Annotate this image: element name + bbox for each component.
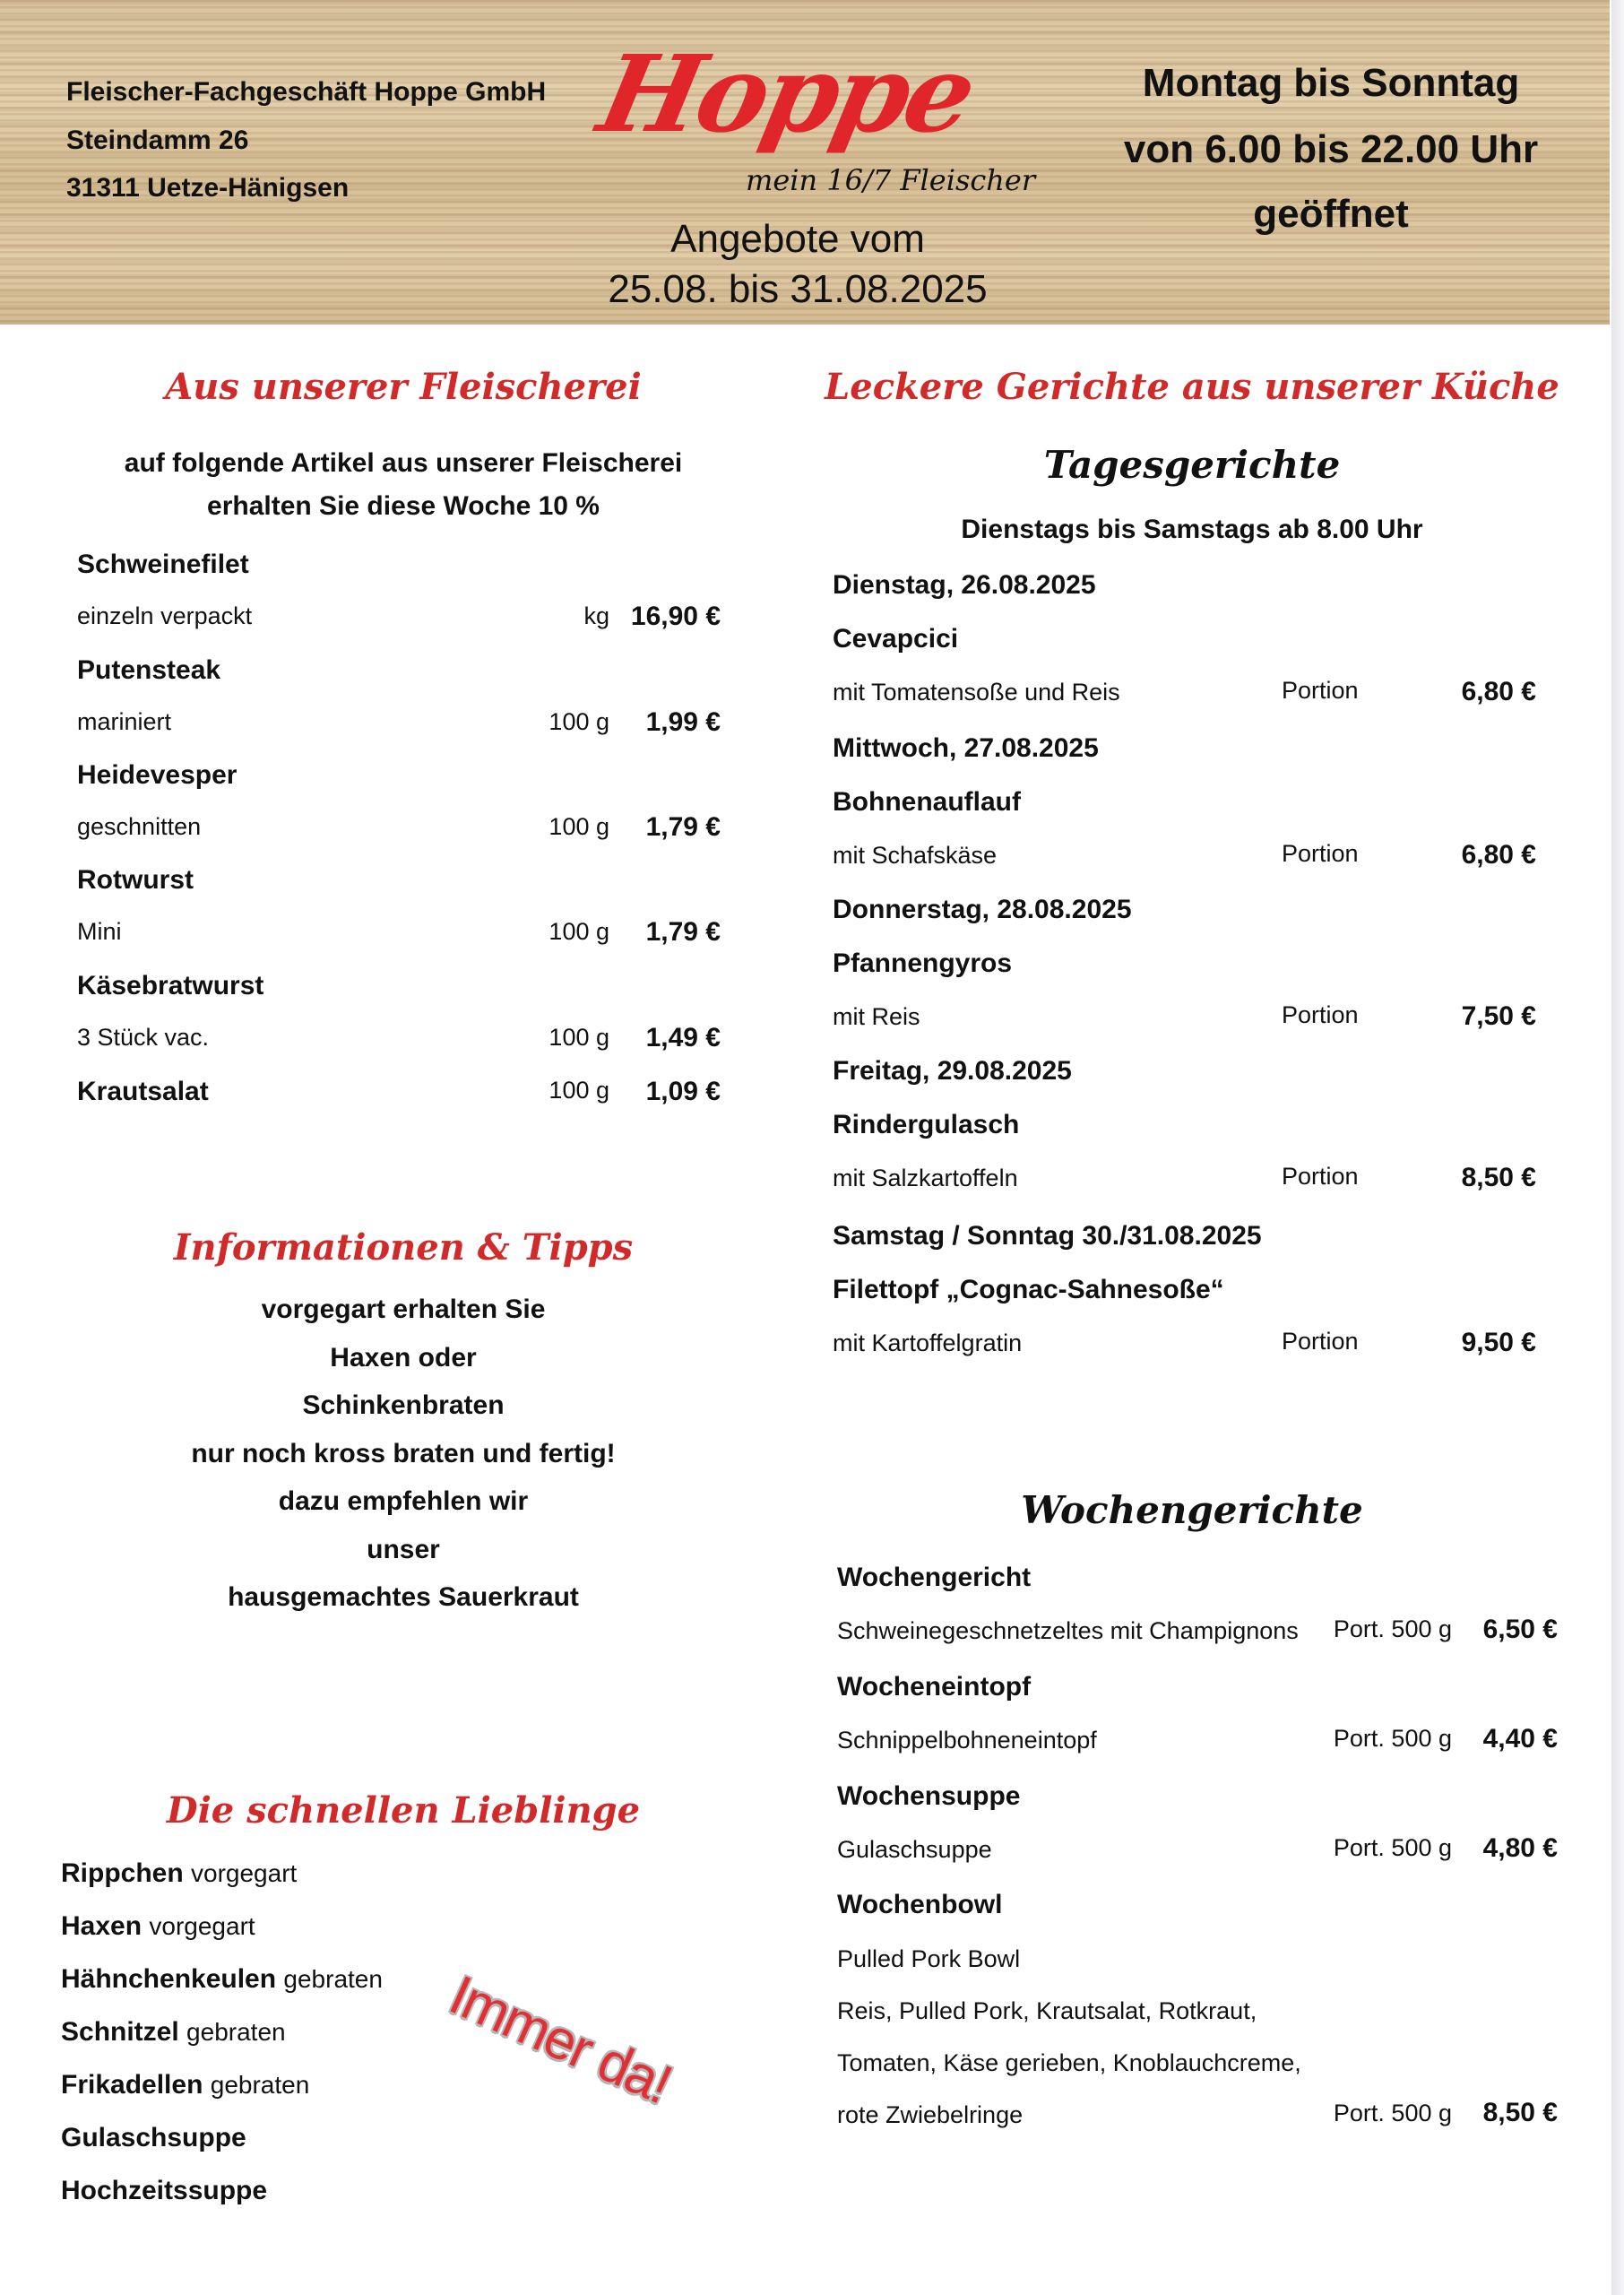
butchery-item-desc: 3 Stück vac. (77, 1024, 210, 1051)
favorites-title: Die schnellen Lieblinge (166, 1789, 641, 1832)
bowl-line: rote Zwiebelringe (837, 2101, 1024, 2128)
page-edge-shadow (1611, 0, 1624, 2295)
weekly-dish-name: Wochensuppe (837, 1781, 1021, 1811)
bowl-unit: Port. 500 g (1333, 2100, 1452, 2126)
butchery-item-desc: mariniert (77, 708, 172, 735)
daily-dish-unit: Portion (1282, 1163, 1359, 1190)
butchery-item-unit: 100 g (549, 813, 609, 840)
butchery-item-desc: einzeln verpackt (77, 602, 253, 629)
logo-subtitle: mein 16/7 Fleischer (746, 163, 1036, 197)
butchery-item-name: Heidevesper (77, 760, 238, 790)
daily-day: Samstag / Sonntag 30./31.08.2025 (833, 1221, 1262, 1251)
daily-note: Dienstags bis Samstags ab 8.00 Uhr (961, 515, 1423, 544)
weekly-dish-desc: Gulaschsuppe (837, 1836, 992, 1863)
daily-dish-desc: mit Tomatensoße und Reis (833, 679, 1120, 706)
hoppe-logo (589, 31, 1036, 197)
info-line: vorgegart erhalten Sie (261, 1295, 546, 1324)
favorite-name: Rippchen (61, 1858, 184, 1888)
logo-text: Hoppe (589, 31, 984, 156)
favorite-name: Hochzeitssuppe (61, 2176, 268, 2205)
butchery-item-price: 16,90 € (630, 602, 721, 631)
weekly-title: Wochengerichte (1021, 1488, 1363, 1532)
daily-dish-desc: mit Schafskäse (833, 842, 998, 869)
company-street: Steindamm 26 (66, 126, 249, 155)
favorite-item (61, 2017, 286, 2048)
daily-day: Mittwoch, 27.08.2025 (833, 733, 1099, 763)
butchery-item-desc: geschnitten (77, 813, 202, 840)
favorite-item (61, 2176, 267, 2206)
butchery-item-name: Rotwurst (77, 865, 194, 895)
butchery-item-unit: 100 g (549, 708, 609, 735)
bowl-line: Pulled Pork Bowl (837, 1945, 1021, 1972)
daily-dish-price: 8,50 € (1461, 1163, 1536, 1192)
favorite-note: gebraten (186, 2018, 286, 2046)
daily-dish-desc: mit Salzkartoffeln (833, 1165, 1018, 1191)
daily-dish-unit: Portion (1282, 677, 1359, 704)
offer-dates: 25.08. bis 31.08.2025 (608, 267, 988, 311)
butchery-item-price: 1,79 € (645, 812, 721, 842)
weekly-dish-name: Wochengericht (837, 1563, 1032, 1592)
daily-dish-name: Rindergulasch (833, 1110, 1020, 1139)
company-city: 31311 Uetze-Hänigsen (66, 173, 350, 203)
butchery-item-unit: 100 g (549, 1077, 609, 1104)
butchery-item-unit: kg (583, 602, 609, 629)
info-line: Haxen oder (330, 1342, 477, 1373)
butchery-intro-2: erhalten Sie diese Woche 10 % (207, 491, 600, 521)
daily-dish-price: 9,50 € (1461, 1328, 1536, 1357)
butchery-item-unit: 100 g (549, 1024, 609, 1051)
daily-dish-unit: Portion (1282, 1328, 1359, 1355)
daily-day: Freitag, 29.08.2025 (833, 1056, 1072, 1086)
daily-dish-price: 6,80 € (1461, 677, 1536, 706)
bowl-price: 8,50 € (1482, 2098, 1558, 2127)
butchery-item-price: 1,09 € (645, 1077, 721, 1106)
favorite-item (61, 2123, 246, 2153)
butchery-item-name: Putensteak (77, 655, 221, 685)
daily-dish-name: Pfannengyros (833, 948, 1013, 978)
butchery-item-desc: Mini (77, 918, 122, 945)
header-banner (0, 0, 1610, 325)
weekly-dish-price: 4,80 € (1482, 1833, 1558, 1863)
weekly-dish-desc: Schnippelbohneneintopf (837, 1727, 1097, 1754)
weekly-dish-name: Wocheneintopf (837, 1672, 1032, 1702)
favorite-item (61, 1911, 255, 1942)
kitchen-title: Leckere Gerichte aus unserer Küche (825, 366, 1559, 408)
daily-dish-name: Cevapcici (833, 624, 959, 654)
favorite-note: vorgegart (149, 1912, 255, 1940)
favorite-name: Schnitzel (61, 2017, 179, 2047)
daily-dish-desc: mit Kartoffelgratin (833, 1329, 1023, 1356)
favorite-item (61, 1858, 297, 1889)
weekly-dish-price: 6,50 € (1482, 1615, 1558, 1644)
butchery-item-name: Krautsalat (77, 1077, 209, 1106)
weekly-dish-unit: Port. 500 g (1333, 1725, 1452, 1752)
daily-day: Dienstag, 26.08.2025 (833, 570, 1096, 600)
favorite-note: vorgegart (191, 1859, 298, 1887)
company-name: Fleischer-Fachgeschäft Hoppe GmbH (66, 77, 547, 107)
daily-dish-unit: Portion (1282, 840, 1359, 867)
butchery-item-price: 1,79 € (645, 917, 721, 947)
bowl-name: Wochenbowl (837, 1890, 1003, 1919)
favorite-name: Frikadellen (61, 2070, 203, 2100)
weekly-dish-price: 4,40 € (1482, 1724, 1558, 1754)
daily-title: Tagesgerichte (1043, 443, 1341, 487)
favorite-item (61, 1964, 383, 1995)
hours-days: Montag bis Sonntag (1142, 61, 1520, 105)
weekly-dish-desc: Schweinegeschnetzeltes mit Champignons (837, 1617, 1299, 1644)
favorite-note: gebraten (210, 2071, 310, 2099)
daily-dish-price: 6,80 € (1461, 840, 1536, 870)
offer-label: Angebote vom (670, 217, 925, 261)
favorite-name: Haxen (61, 1911, 143, 1941)
butchery-item-unit: 100 g (549, 918, 609, 945)
butchery-item-name: Schweinefilet (77, 550, 249, 579)
weekly-dish-unit: Port. 500 g (1333, 1615, 1452, 1642)
info-line: nur noch kross braten und fertig! (191, 1438, 616, 1468)
butchery-item-price: 1,99 € (645, 707, 721, 737)
daily-dish-name: Bohnenauflauf (833, 787, 1021, 817)
butchery-intro-1: auf folgende Artikel aus unserer Fleischerei (124, 448, 683, 478)
daily-dish-name: Filettopf „Cognac-Sahnesoße“ (833, 1275, 1224, 1304)
hours-times: von 6.00 bis 22.00 Uhr (1123, 127, 1539, 171)
daily-day: Donnerstag, 28.08.2025 (833, 895, 1132, 924)
immer-da-stamp: Immer da! (440, 1963, 680, 2117)
info-line: hausgemachtes Sauerkraut (228, 1582, 579, 1612)
weekly-dish-unit: Port. 500 g (1333, 1834, 1452, 1861)
favorite-item (61, 2070, 309, 2100)
daily-dish-unit: Portion (1282, 1001, 1359, 1028)
daily-dish-price: 7,50 € (1461, 1001, 1536, 1031)
favorite-note: gebraten (283, 1965, 383, 1993)
info-line: unser (367, 1534, 440, 1564)
bowl-line: Tomaten, Käse gerieben, Knoblauchcreme, (837, 2049, 1301, 2076)
butchery-title: Aus unserer Fleischerei (165, 366, 642, 408)
favorite-name: Hähnchenkeulen (61, 1964, 277, 1994)
info-line: Schinkenbraten (302, 1390, 505, 1420)
butchery-item-name: Käsebratwurst (77, 971, 264, 1000)
daily-dish-desc: mit Reis (833, 1003, 920, 1030)
bowl-line: Reis, Pulled Pork, Krautsalat, Rotkraut, (837, 1997, 1257, 2024)
butchery-item-price: 1,49 € (645, 1023, 721, 1052)
info-title: Informationen & Tipps (173, 1226, 634, 1269)
info-line: dazu empfehlen wir (278, 1486, 529, 1516)
favorite-name: Gulaschsuppe (61, 2123, 246, 2152)
hours-open: geöffnet (1253, 192, 1409, 236)
